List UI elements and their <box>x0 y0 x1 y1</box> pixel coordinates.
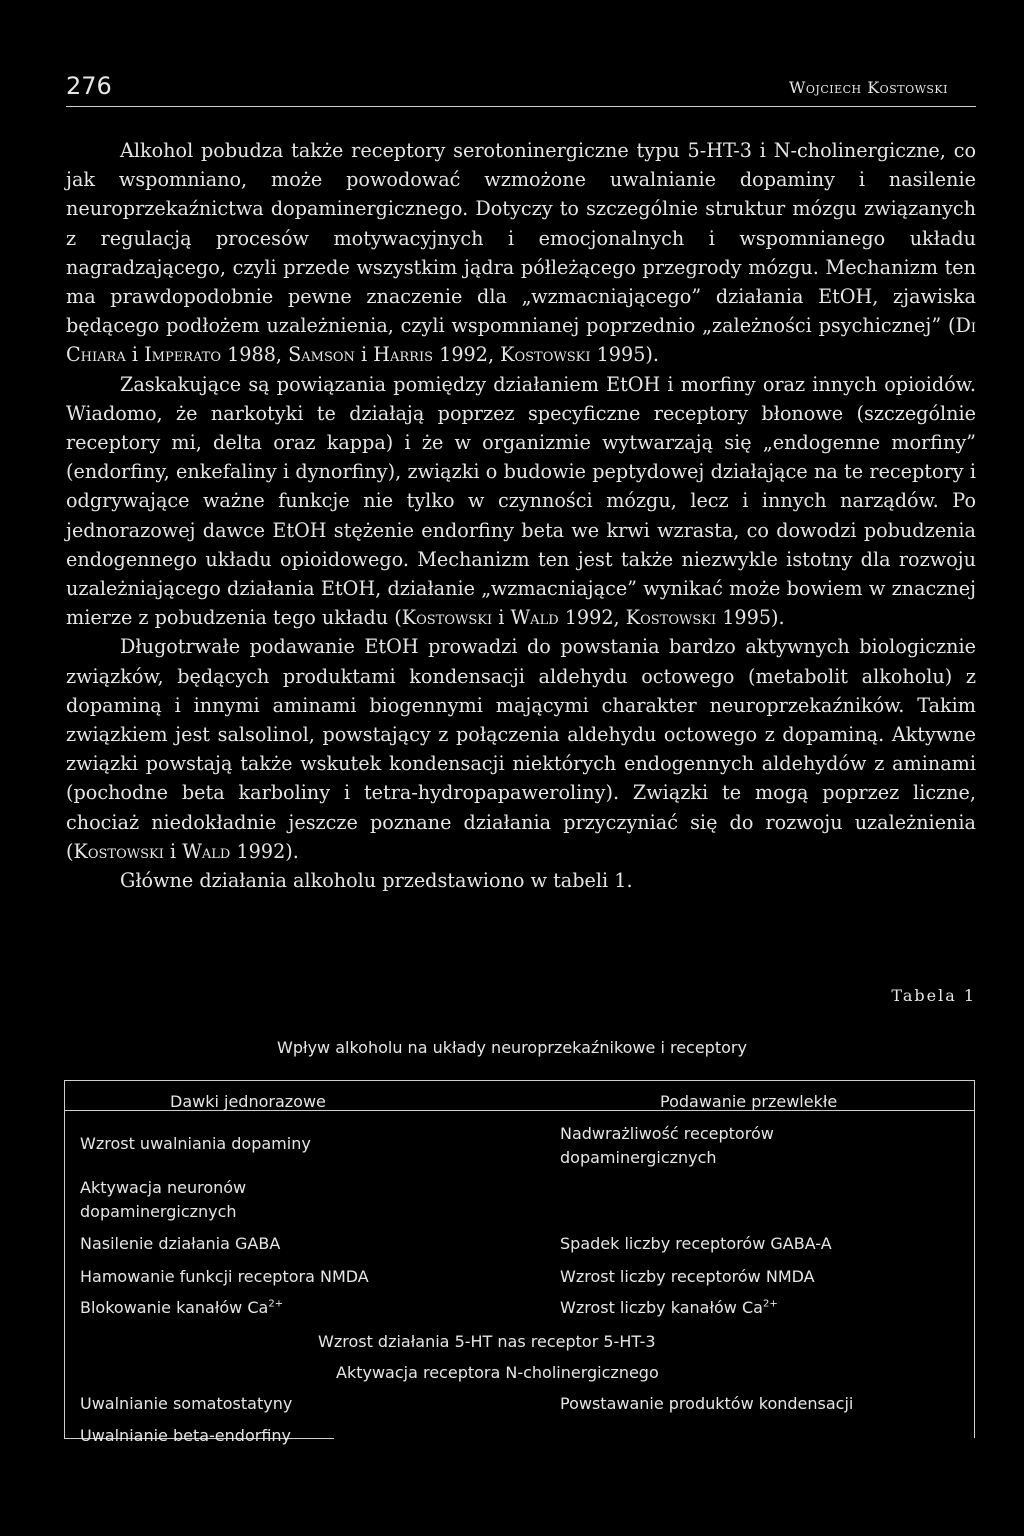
text-span: 1992, <box>558 606 626 630</box>
table-cell: Spadek liczby receptorów GABA-A <box>560 1234 832 1253</box>
text-span: i <box>125 343 145 367</box>
table-cell: Powstawanie produktów kondensacji <box>560 1394 854 1413</box>
table-cell: Wzrost uwalniania dopaminy <box>80 1134 311 1153</box>
table-cell-span: Wzrost działania 5-HT nas receptor 5-HT-3 <box>318 1332 656 1351</box>
citation-author: Kostowski <box>625 606 717 630</box>
text-span: 1992, <box>433 343 501 367</box>
citation-author: Imperato <box>144 343 221 367</box>
column-header-chronic: Podawanie przewlekłe <box>660 1092 838 1111</box>
text-span: 1995). <box>590 343 660 367</box>
page-number: 276 <box>66 72 112 100</box>
superscript: 2+ <box>762 1298 778 1310</box>
paragraph-4 <box>66 866 976 895</box>
table-cell <box>80 1296 283 1320</box>
citation-author: Samson <box>288 343 355 367</box>
table-cell-span: Aktywacja receptora N-cholinergicznego <box>336 1363 659 1382</box>
text-span: Zaskakujące są powiązania pomiędzy działaniem EtOH i morfiny oraz innych opioidów. Wiadomo, że narkotyki te działają poprzez specyficzne receptory błonowe (szczególnie receptory mi, delta oraz kappa) i że w organizmie wytwarzają się „endogenne morfiny” (endorfiny, enkefaliny i dynorfiny), związki o budowie peptydowej działające na te receptory i odgrywające ważne funkcje nie tylko w czynności mózgu, lecz i innych narządów. Po jednorazowej dawce EtOH stężenie endorfiny beta we krwi wzrasta, co dowodzi pobudzenia endogennego układu opioidowego. Mechanizm ten jest także niezwykle istotny dla rozwoju uzależniającego działania EtOH, działanie „wzmacniające” wynikać może bowiem w znacznej mierze z pobudzenia tego układu ( <box>66 372 976 630</box>
column-header-single-dose: Dawki jednorazowe <box>170 1092 326 1111</box>
text-span: i <box>354 343 374 367</box>
citation-author: Wald <box>182 839 231 863</box>
running-head: Wojciech Kostowski <box>788 78 948 97</box>
text-span: 1992). <box>230 839 299 863</box>
paragraph-1 <box>66 136 976 370</box>
citation-author: Di Chiara <box>66 314 976 367</box>
text-span: i <box>492 606 511 630</box>
cell-text: Blokowanie kanałów Ca <box>80 1298 269 1317</box>
citation-author: Wald <box>510 606 559 630</box>
text-span: 1995). <box>716 606 785 630</box>
text-span: 1988, <box>220 343 289 367</box>
body-text <box>66 136 976 895</box>
citation-author: Kostowski <box>500 343 591 367</box>
table-title: Wpływ alkoholu na układy neuroprzekaźnikowe i receptory <box>277 1038 747 1057</box>
table-cell: Uwalnianie beta-endorfiny <box>80 1426 291 1445</box>
text-span: Alkohol pobudza także receptory serotoninergiczne typu 5-HT-3 i N-cholinergiczne, co jak wspomniano, może powodować wzmożone uwalnianie dopaminy i nasilenie neuroprzekaźnictwa dopaminergicznego. Dotyczy to szczególnie struktur mózgu związanych z regulacją procesów motywacyjnych i emocjonalnych i wspomnianego układu nagradzającego, czyli przede wszystkim jądra półleżącego przegrody mózgu. Mechanizm ten ma prawdopodobnie pewne znaczenie dla „wzmacniającego” działania EtOH, zjawiska będącego podłożem uzależnienia, czyli wspomnianej poprzednio „zależności psychicznej” ( <box>66 139 976 338</box>
cell-text: Wzrost liczby kanałów Ca <box>560 1298 763 1317</box>
table-cell: Wzrost liczby receptorów NMDA <box>560 1267 815 1286</box>
paragraph-3 <box>66 632 976 866</box>
citation-author: Harris <box>373 343 434 367</box>
table-cell: Uwalnianie somatostatyny <box>80 1394 293 1413</box>
superscript: 2+ <box>268 1298 284 1310</box>
table-caption: Tabela 1 <box>891 986 976 1005</box>
table-cell: Hamowanie funkcji receptora NMDA <box>80 1267 369 1286</box>
citation-author: Kostowski <box>73 839 164 863</box>
citation-author: Kostowski <box>401 606 493 630</box>
paragraph-2 <box>66 370 976 633</box>
table-cell: Aktywacja neuronów dopaminergicznych <box>80 1178 247 1221</box>
table-cell <box>560 1296 778 1320</box>
page-header <box>66 72 976 107</box>
table-cell: Nadwrażliwość receptorów dopaminergicznych <box>560 1124 774 1167</box>
text-span: i <box>163 839 183 863</box>
text-span: Długotrwałe podawanie EtOH prowadzi do powstania bardzo aktywnych biologicznie związków, będących produktami kondensacji aldehydu octowego (metabolit alkoholu) z dopaminą i innymi aminami biogennymi mającymi charakter neuroprzekaźników. Takim związkiem jest salsolinol, powstający z połączenia aldehydu octowego z dopaminą. Aktywne związki powstają także wskutek kondensacji niektórych endogennych aldehydów z aminami (pochodne beta karboliny i tetra-hydropapaweroliny). Związki te mogą poprzez liczne, chociaż niedokładnie jeszcze poznane działania przyczyniać się do rozwoju uzależnienia ( <box>66 635 976 863</box>
table-cell: Nasilenie działania GABA <box>80 1234 281 1253</box>
text-span: Główne działania alkoholu przedstawiono w tabeli 1. <box>120 869 633 893</box>
